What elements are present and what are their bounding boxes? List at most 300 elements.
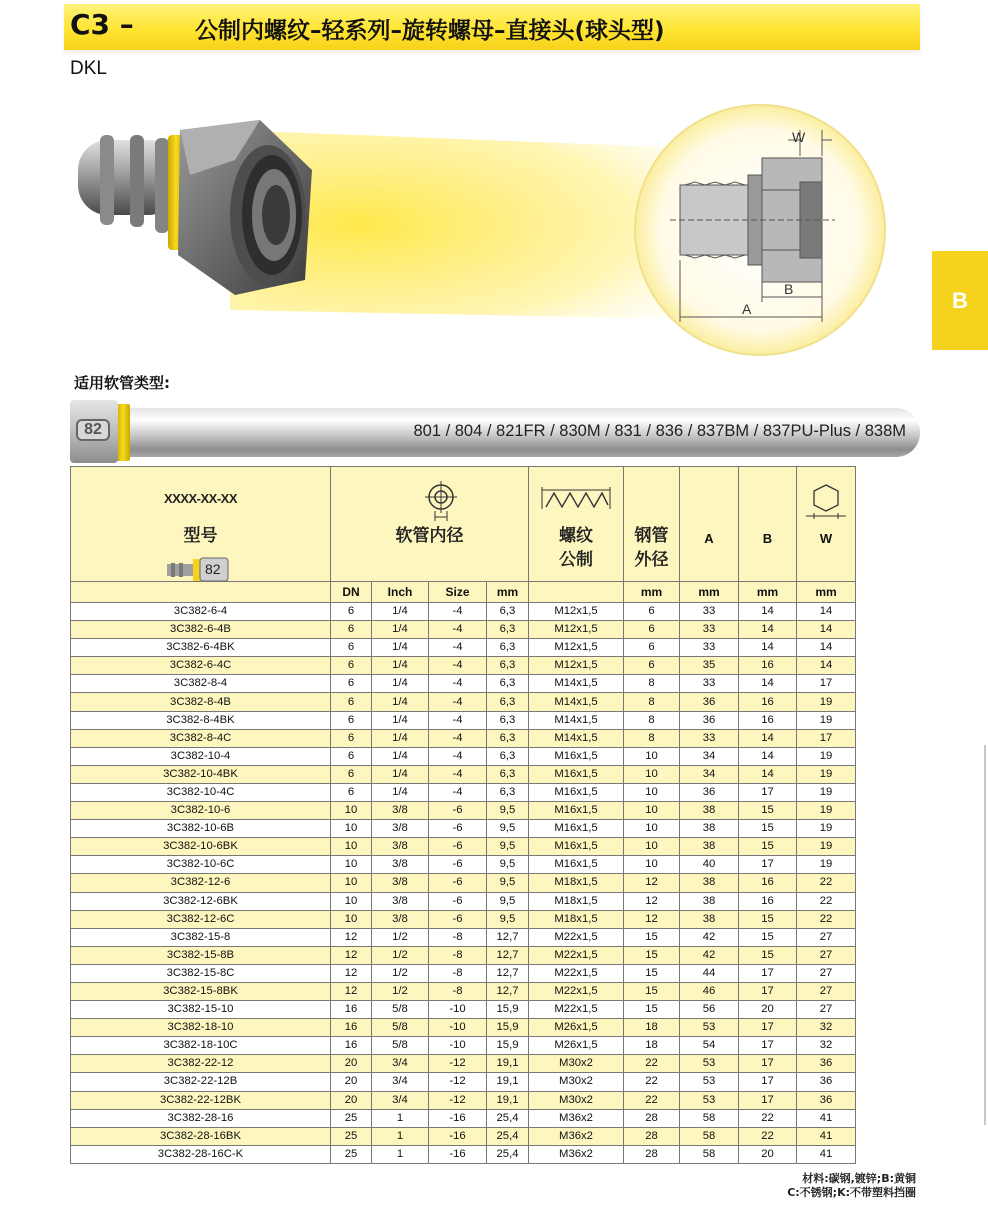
cell-inch: 1	[372, 1127, 429, 1145]
cell-inch: 3/8	[372, 910, 429, 928]
cell-size: -4	[429, 621, 487, 639]
cell-size: -8	[429, 964, 487, 982]
hose-series-badge: 82	[76, 419, 110, 441]
cell-w: 27	[797, 1001, 856, 1019]
cell-a: 38	[680, 802, 739, 820]
cell-size: -4	[429, 747, 487, 765]
unit-w: mm	[797, 582, 856, 603]
cell-dn: 10	[331, 874, 372, 892]
cell-tube-od: 15	[624, 946, 680, 964]
cell-inch: 1	[372, 1145, 429, 1163]
unit-mm: mm	[487, 582, 529, 603]
cell-inch: 1/4	[372, 639, 429, 657]
col-b-label: B	[762, 531, 773, 546]
cell-thread: M36x2	[529, 1109, 624, 1127]
cell-tube-od: 22	[624, 1091, 680, 1109]
table-row	[71, 783, 856, 801]
table-row	[71, 621, 856, 639]
cell-model: 3C382-28-16BK	[71, 1127, 331, 1145]
cell-model: 3C382-6-4	[71, 603, 331, 621]
cell-b: 17	[739, 982, 797, 1000]
cell-inch: 5/8	[372, 1037, 429, 1055]
tube-od-label-line2: 外径	[634, 550, 669, 570]
table-row	[71, 1127, 856, 1145]
material-note-line2: C:不锈钢;K:不带塑料挡圈	[787, 1186, 916, 1199]
cell-tube-od: 15	[624, 928, 680, 946]
cell-b: 14	[739, 603, 797, 621]
cell-w: 19	[797, 820, 856, 838]
cell-model: 3C382-22-12B	[71, 1073, 331, 1091]
table-row	[71, 765, 856, 783]
table-row	[71, 964, 856, 982]
cell-b: 15	[739, 910, 797, 928]
unit-size: Size	[429, 582, 487, 603]
cell-w: 41	[797, 1145, 856, 1163]
table-row	[71, 675, 856, 693]
cell-mm: 9,5	[487, 874, 529, 892]
cell-thread: M22x1,5	[529, 928, 624, 946]
table-row	[71, 693, 856, 711]
cell-model: 3C382-18-10	[71, 1019, 331, 1037]
cell-inch: 1/4	[372, 693, 429, 711]
cell-dn: 20	[331, 1073, 372, 1091]
cell-w: 14	[797, 603, 856, 621]
cell-inch: 3/8	[372, 838, 429, 856]
cell-b: 15	[739, 802, 797, 820]
cell-thread: M12x1,5	[529, 657, 624, 675]
cell-w: 19	[797, 747, 856, 765]
cell-dn: 6	[331, 765, 372, 783]
tube-od-label-line1: 钢管	[634, 526, 669, 546]
cell-model: 3C382-15-8	[71, 928, 331, 946]
cell-thread: M30x2	[529, 1055, 624, 1073]
hose-types-heading: 适用软管类型:	[74, 374, 170, 392]
model-code-pattern: XXXX-XX-XX	[163, 491, 238, 506]
cell-w: 36	[797, 1055, 856, 1073]
cell-size: -12	[429, 1091, 487, 1109]
cell-inch: 3/4	[372, 1073, 429, 1091]
cell-model: 3C382-10-4C	[71, 783, 331, 801]
cell-thread: M14x1,5	[529, 693, 624, 711]
cell-w: 19	[797, 838, 856, 856]
cell-inch: 3/4	[372, 1091, 429, 1109]
cell-dn: 16	[331, 1019, 372, 1037]
cell-mm: 6,3	[487, 765, 529, 783]
cell-thread: M16x1,5	[529, 802, 624, 820]
cell-dn: 16	[331, 1001, 372, 1019]
cell-b: 15	[739, 838, 797, 856]
cell-a: 36	[680, 783, 739, 801]
cell-mm: 6,3	[487, 729, 529, 747]
cell-tube-od: 18	[624, 1019, 680, 1037]
cell-model: 3C382-22-12	[71, 1055, 331, 1073]
cell-size: -4	[429, 693, 487, 711]
cell-mm: 9,5	[487, 910, 529, 928]
hose-yellow-ring	[116, 404, 130, 461]
cell-mm: 9,5	[487, 820, 529, 838]
unit-b: mm	[739, 582, 797, 603]
cell-tube-od: 6	[624, 603, 680, 621]
cell-w: 19	[797, 693, 856, 711]
cell-b: 17	[739, 783, 797, 801]
cell-size: -4	[429, 639, 487, 657]
table-row	[71, 657, 856, 675]
cell-size: -6	[429, 856, 487, 874]
cell-w: 14	[797, 657, 856, 675]
cell-thread: M26x1,5	[529, 1037, 624, 1055]
cell-w: 14	[797, 621, 856, 639]
table-row	[71, 1037, 856, 1055]
cell-a: 33	[680, 639, 739, 657]
thread-icon	[538, 485, 614, 511]
cell-a: 53	[680, 1091, 739, 1109]
table-row	[71, 910, 856, 928]
cell-mm: 6,3	[487, 675, 529, 693]
cell-tube-od: 10	[624, 856, 680, 874]
cell-size: -6	[429, 838, 487, 856]
cell-tube-od: 6	[624, 621, 680, 639]
cell-b: 22	[739, 1127, 797, 1145]
unit-inch: Inch	[372, 582, 429, 603]
cell-mm: 12,7	[487, 928, 529, 946]
cell-b: 14	[739, 621, 797, 639]
cell-dn: 6	[331, 603, 372, 621]
cell-size: -4	[429, 729, 487, 747]
cell-w: 19	[797, 856, 856, 874]
cell-w: 17	[797, 675, 856, 693]
cell-size: -4	[429, 765, 487, 783]
cell-tube-od: 12	[624, 874, 680, 892]
unit-thread	[529, 582, 624, 603]
header-tube-od	[624, 467, 680, 582]
cell-size: -6	[429, 892, 487, 910]
cell-mm: 15,9	[487, 1019, 529, 1037]
cell-tube-od: 28	[624, 1109, 680, 1127]
cell-dn: 10	[331, 910, 372, 928]
cell-thread: M12x1,5	[529, 603, 624, 621]
cell-inch: 1/4	[372, 783, 429, 801]
cell-mm: 9,5	[487, 802, 529, 820]
cell-mm: 25,4	[487, 1145, 529, 1163]
cell-b: 15	[739, 928, 797, 946]
cell-a: 33	[680, 621, 739, 639]
cell-w: 22	[797, 892, 856, 910]
cell-a: 38	[680, 874, 739, 892]
cell-model: 3C382-15-8C	[71, 964, 331, 982]
cell-mm: 9,5	[487, 892, 529, 910]
model-badge: 82	[205, 561, 221, 577]
hex-icon	[804, 481, 848, 521]
cell-mm: 12,7	[487, 982, 529, 1000]
cell-a: 38	[680, 910, 739, 928]
cell-model: 3C382-22-12BK	[71, 1091, 331, 1109]
page-edge-line	[984, 745, 986, 1125]
hose-id-label: 软管内径	[395, 526, 464, 546]
cell-w: 22	[797, 874, 856, 892]
spec-table	[70, 466, 856, 1164]
cell-thread: M18x1,5	[529, 874, 624, 892]
cell-inch: 1/2	[372, 928, 429, 946]
table-row	[71, 1001, 856, 1019]
cell-dn: 6	[331, 675, 372, 693]
cell-inch: 1/4	[372, 621, 429, 639]
cell-b: 14	[739, 729, 797, 747]
cell-w: 19	[797, 765, 856, 783]
cell-w: 41	[797, 1109, 856, 1127]
cell-thread: M12x1,5	[529, 621, 624, 639]
dim-label-b: B	[784, 281, 794, 297]
cell-mm: 15,9	[487, 1001, 529, 1019]
cell-model: 3C382-10-6BK	[71, 838, 331, 856]
header-model	[71, 467, 331, 582]
table-row	[71, 1019, 856, 1037]
cell-dn: 6	[331, 657, 372, 675]
table-row	[71, 856, 856, 874]
cell-thread: M16x1,5	[529, 820, 624, 838]
cell-b: 16	[739, 693, 797, 711]
cell-tube-od: 8	[624, 693, 680, 711]
cell-b: 17	[739, 856, 797, 874]
cell-w: 36	[797, 1073, 856, 1091]
cell-tube-od: 10	[624, 802, 680, 820]
thread-label-line2: 公制	[559, 550, 593, 570]
cell-dn: 6	[331, 711, 372, 729]
cell-inch: 3/4	[372, 1055, 429, 1073]
cell-thread: M16x1,5	[529, 856, 624, 874]
cell-mm: 6,3	[487, 603, 529, 621]
cell-b: 17	[739, 1055, 797, 1073]
cell-inch: 1/2	[372, 982, 429, 1000]
cell-a: 58	[680, 1109, 739, 1127]
model-label: 型号	[183, 526, 218, 546]
table-row	[71, 1091, 856, 1109]
page-title: 公制内螺纹–轻系列–旋转螺母–直接头(球头型)	[195, 18, 665, 44]
cell-size: -12	[429, 1073, 487, 1091]
cell-w: 17	[797, 729, 856, 747]
cell-tube-od: 6	[624, 639, 680, 657]
cell-a: 40	[680, 856, 739, 874]
cell-b: 16	[739, 892, 797, 910]
cell-dn: 20	[331, 1055, 372, 1073]
section-tab[interactable]: B	[932, 251, 988, 350]
unit-dn: DN	[331, 582, 372, 603]
cell-tube-od: 18	[624, 1037, 680, 1055]
fitting-3d	[78, 120, 312, 295]
cell-dn: 6	[331, 621, 372, 639]
cell-a: 35	[680, 657, 739, 675]
cell-a: 38	[680, 838, 739, 856]
unit-model	[71, 582, 331, 603]
header-hose-id	[331, 467, 529, 582]
cell-model: 3C382-8-4C	[71, 729, 331, 747]
cell-model: 3C382-6-4B	[71, 621, 331, 639]
cell-size: -10	[429, 1001, 487, 1019]
cell-model: 3C382-6-4BK	[71, 639, 331, 657]
dim-label-w: W	[792, 129, 806, 145]
cell-w: 36	[797, 1091, 856, 1109]
cell-model: 3C382-18-10C	[71, 1037, 331, 1055]
cell-model: 3C382-12-6	[71, 874, 331, 892]
cell-dn: 10	[331, 892, 372, 910]
cell-tube-od: 8	[624, 675, 680, 693]
table-row	[71, 729, 856, 747]
header-w	[797, 467, 856, 582]
cell-w: 32	[797, 1037, 856, 1055]
cell-model: 3C382-6-4C	[71, 657, 331, 675]
cell-tube-od: 15	[624, 1001, 680, 1019]
cell-dn: 12	[331, 964, 372, 982]
cell-b: 17	[739, 964, 797, 982]
cell-b: 22	[739, 1109, 797, 1127]
cell-mm: 12,7	[487, 964, 529, 982]
cell-mm: 6,3	[487, 657, 529, 675]
cell-inch: 1/2	[372, 964, 429, 982]
cell-thread: M30x2	[529, 1091, 624, 1109]
cell-dn: 10	[331, 856, 372, 874]
cell-thread: M22x1,5	[529, 982, 624, 1000]
cell-tube-od: 8	[624, 711, 680, 729]
cell-inch: 3/8	[372, 892, 429, 910]
table-row	[71, 1145, 856, 1163]
thread-label-line1: 螺纹	[559, 526, 593, 546]
table-row	[71, 928, 856, 946]
cell-tube-od: 28	[624, 1145, 680, 1163]
cell-w: 27	[797, 928, 856, 946]
cell-tube-od: 15	[624, 982, 680, 1000]
cell-w: 27	[797, 946, 856, 964]
cell-b: 14	[739, 765, 797, 783]
table-row	[71, 838, 856, 856]
cell-inch: 1/4	[372, 603, 429, 621]
cell-dn: 6	[331, 639, 372, 657]
cell-b: 16	[739, 711, 797, 729]
cell-b: 17	[739, 1073, 797, 1091]
cell-model: 3C382-10-4BK	[71, 765, 331, 783]
table-row	[71, 874, 856, 892]
cell-mm: 19,1	[487, 1055, 529, 1073]
cell-dn: 10	[331, 838, 372, 856]
diameter-icon	[421, 481, 461, 521]
cell-size: -12	[429, 1055, 487, 1073]
cell-thread: M22x1,5	[529, 946, 624, 964]
cell-mm: 6,3	[487, 621, 529, 639]
cell-a: 58	[680, 1127, 739, 1145]
table-row	[71, 892, 856, 910]
cell-size: -6	[429, 820, 487, 838]
cell-thread: M16x1,5	[529, 747, 624, 765]
cell-tube-od: 8	[624, 729, 680, 747]
cell-inch: 3/8	[372, 802, 429, 820]
cell-a: 33	[680, 729, 739, 747]
cell-a: 58	[680, 1145, 739, 1163]
cell-w: 19	[797, 802, 856, 820]
cell-mm: 25,4	[487, 1109, 529, 1127]
table-row	[71, 1055, 856, 1073]
cell-w: 27	[797, 982, 856, 1000]
cell-size: -4	[429, 711, 487, 729]
cell-model: 3C382-8-4	[71, 675, 331, 693]
cell-inch: 1/4	[372, 711, 429, 729]
cell-model: 3C382-10-4	[71, 747, 331, 765]
cell-size: -8	[429, 928, 487, 946]
cell-dn: 25	[331, 1145, 372, 1163]
cell-dn: 6	[331, 693, 372, 711]
cell-dn: 12	[331, 982, 372, 1000]
cell-a: 34	[680, 747, 739, 765]
cell-b: 14	[739, 639, 797, 657]
cell-a: 54	[680, 1037, 739, 1055]
cell-mm: 25,4	[487, 1127, 529, 1145]
cell-dn: 25	[331, 1109, 372, 1127]
cell-a: 53	[680, 1019, 739, 1037]
cell-w: 41	[797, 1127, 856, 1145]
cell-dn: 12	[331, 946, 372, 964]
cell-a: 34	[680, 765, 739, 783]
cell-tube-od: 10	[624, 747, 680, 765]
cell-dn: 12	[331, 928, 372, 946]
cell-b: 20	[739, 1145, 797, 1163]
section-code: C3 –	[70, 8, 134, 41]
table-row	[71, 639, 856, 657]
cell-dn: 10	[331, 802, 372, 820]
header-thread	[529, 467, 624, 582]
cell-model: 3C382-10-6C	[71, 856, 331, 874]
cell-inch: 1/4	[372, 675, 429, 693]
table-row	[71, 711, 856, 729]
cell-mm: 6,3	[487, 711, 529, 729]
cell-mm: 6,3	[487, 747, 529, 765]
product-subtitle: DKL	[70, 58, 107, 79]
header-b	[739, 467, 797, 582]
cell-thread: M16x1,5	[529, 783, 624, 801]
product-illustration	[60, 90, 930, 370]
cell-dn: 25	[331, 1127, 372, 1145]
cell-tube-od: 10	[624, 820, 680, 838]
table-row	[71, 603, 856, 621]
dim-label-a: A	[742, 301, 752, 317]
cell-model: 3C382-10-6	[71, 802, 331, 820]
cell-a: 36	[680, 711, 739, 729]
cell-a: 33	[680, 675, 739, 693]
cell-size: -4	[429, 783, 487, 801]
cell-b: 14	[739, 675, 797, 693]
cell-model: 3C382-12-6C	[71, 910, 331, 928]
cell-size: -4	[429, 675, 487, 693]
cell-inch: 1/4	[372, 747, 429, 765]
table-row	[71, 946, 856, 964]
cell-mm: 19,1	[487, 1073, 529, 1091]
cell-thread: M22x1,5	[529, 1001, 624, 1019]
cell-dn: 10	[331, 820, 372, 838]
cell-inch: 1/4	[372, 657, 429, 675]
unit-a: mm	[680, 582, 739, 603]
fitting-icon	[167, 557, 231, 581]
hose-types-list: 801 / 804 / 821FR / 830M / 831 / 836 / 837BM / 837PU-Plus / 838M	[413, 422, 906, 440]
cell-a: 44	[680, 964, 739, 982]
material-note-line1: 材料:碳钢,镀锌;B:黄铜	[802, 1172, 916, 1185]
cell-mm: 9,5	[487, 856, 529, 874]
cell-b: 17	[739, 1019, 797, 1037]
cell-mm: 6,3	[487, 783, 529, 801]
table-row	[71, 1073, 856, 1091]
cell-thread: M26x1,5	[529, 1019, 624, 1037]
cell-thread: M14x1,5	[529, 675, 624, 693]
col-a-label: A	[704, 531, 714, 546]
cell-inch: 3/8	[372, 856, 429, 874]
cell-thread: M36x2	[529, 1127, 624, 1145]
cell-size: -16	[429, 1145, 487, 1163]
cell-a: 56	[680, 1001, 739, 1019]
